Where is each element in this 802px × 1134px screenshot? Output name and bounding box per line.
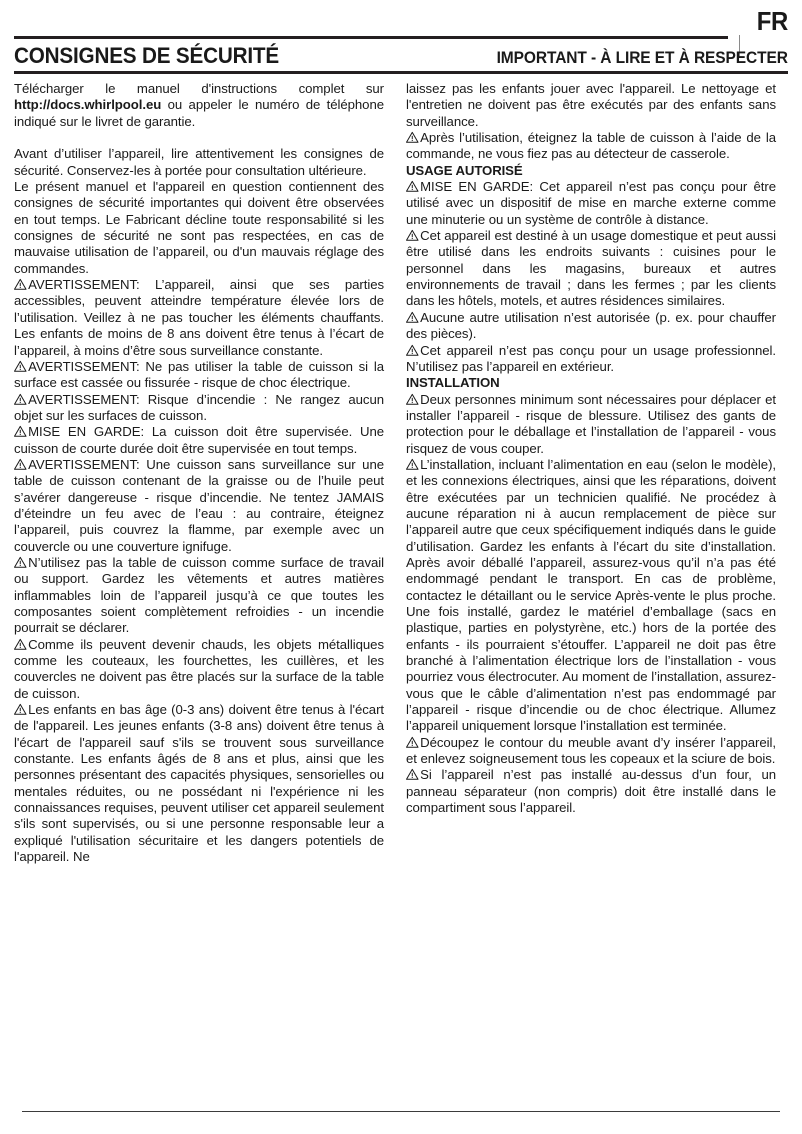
section-heading-label: USAGE AUTORISÉ [406,162,523,178]
paragraph-text: Aucune autre utilisation n’est autorisée (p. ex. pour chauffer des pièces). [406,309,776,342]
title-row [14,39,788,71]
manual-url[interactable]: http://docs.whirlpool.eu [14,97,162,113]
warning-triangle-icon [406,458,419,471]
paragraph-text: AVERTISSEMENT: L’appareil, ainsi que ses parties accessibles, peuvent atteindre température élevée lors de l’utilisation. Veillez à ne pas toucher les éléments chauffants. Les enfants de moins de 8 ans doivent être tenus à l’écart de l’appareil, à moins d’être sous surveillance constante. [14,277,384,358]
warning-triangle-icon [406,311,419,324]
safety-paragraph [406,343,776,376]
warning-triangle-icon [14,556,27,569]
paragraph-text: Cet appareil est destiné à un usage domestique et peut aussi être utilisé dans les endroits suivants : cuisines pour le personnel dans les magasins, bureaux et autres environnements de travail ; dans les fermes ; par les clients dans les hôtels, motels, et autres résidences similaires. [406,228,776,309]
intro-paragraph [14,81,384,130]
left-column [14,81,384,866]
paragraph-text: MISE EN GARDE: Cet appareil n’est pas conçu pour être utilisé avec un dispositif de mise en marche externe comme une minuterie ou un système de contrôle à distance. [406,179,776,227]
warning-triangle-icon [14,703,27,716]
footer-rule [22,1111,780,1112]
safety-paragraph [406,310,776,343]
safety-paragraph [406,457,776,735]
right-column [406,81,776,816]
warning-triangle-icon [406,768,419,781]
paragraph-text: Avant d’utiliser l’appareil, lire attentivement les consignes de sécurité. Conservez-les à portée pour consultation ultérieure. [14,146,384,178]
page-title: CONSIGNES DE SÉCURITÉ [14,43,279,68]
safety-paragraph [14,457,384,555]
safety-paragraph [14,555,384,637]
safety-paragraph [406,767,776,816]
warning-triangle-icon [14,278,27,291]
safety-paragraph [14,179,384,277]
warning-triangle-icon [406,393,419,406]
paragraph-text: Si l’appareil n’est pas installé au-dessus d’un four, un panneau séparateur (non compris) doit être installé dans le compartiment sous l’appareil. [406,767,776,816]
warning-triangle-icon [14,458,27,471]
paragraph-text: Après l’utilisation, éteignez la table de cuisson à l’aide de la commande, ne vous fiez pas au détecteur de casserole. [406,130,776,162]
safety-paragraph [14,277,384,359]
safety-paragraph [406,392,776,457]
paragraph-text: AVERTISSEMENT: Une cuisson sans surveillance sur une table de cuisson contenant de la graisse ou de l’huile peut s’avérer dangereuse - risque d’incendie. Ne tentez JAMAIS d’éteindre un feu avec de l’eau : au contraire, éteignez l’appareil, puis couvrez la flamme, par exemple avec un couvercle ou une couverture ignifuge. [14,456,384,554]
intro-prefix: Télécharger le manuel d'instructions complet sur [14,81,384,96]
safety-paragraph [406,130,776,163]
safety-paragraph [14,146,384,179]
paragraph-text: laissez pas les enfants jouer avec l'appareil. Le nettoyage et l'entretien ne doivent pas être exécutés par des enfants sans surveillance. [406,81,776,129]
warning-triangle-icon [14,638,27,651]
warning-triangle-icon [406,736,419,749]
two-column-body [14,81,788,866]
safety-paragraph [14,424,384,457]
warning-triangle-icon [406,229,419,242]
warning-triangle-icon [14,393,27,406]
warning-triangle-icon [406,344,419,357]
safety-paragraph [14,392,384,425]
warning-triangle-icon [406,180,419,193]
safety-paragraph [406,179,776,228]
paragraph-text: Découpez le contour du meuble avant d’y insérer l’appareil, et enlevez soigneusement tous les copeaux et la sciure de bois. [406,734,776,767]
paragraph-text: AVERTISSEMENT: Ne pas utiliser la table de cuisson si la surface est cassée ou fissurée - risque de choc électrique. [14,358,384,391]
header-bottom-rule [14,71,788,74]
paragraph-text: Comme ils peuvent devenir chauds, les objets métalliques comme les couteaux, les fourchettes, les cuillères, et les couvercles ne doivent pas être placés sur la surface de la table de cuisson. [14,636,384,701]
paragraph-text: Cet appareil n’est pas conçu pour un usage professionnel. N’utilisez pas l’appareil en extérieur. [406,342,776,374]
paragraph-text: AVERTISSEMENT: Risque d’incendie : Ne rangez aucun objet sur les surfaces de cuisson. [14,391,384,423]
safety-paragraph [406,81,776,130]
language-badge: FR [756,6,788,36]
section-heading [406,163,776,179]
section-heading [406,375,776,391]
safety-paragraph [14,702,384,865]
paragraph-text: L’installation, incluant l’alimentation en eau (selon le modèle), et les connexions électriques, ainsi que les réparations, doivent être exécutées par un technicien qualifié. Ne procédez à aucune réparation ni à aucun remplacement de pièce sur l’appareil autre que ceux spécifiquement indiqués dans le guide d’utilisation. Gardez les enfants à l’écart du site d’installation. Après avoir déballé l’appareil, assurez-vous qu’il n’a pas été endommagé pendant le transport. En cas de problème, contactez le détaillant ou le service Après-vente le plus proche. Une fois installé, gardez le matériel d’emballage (sacs en plastique, parties en polystyrène, etc.) hors de la portée des enfants - ils pourraient s’étouffer. L’appareil ne doit pas être branché à l’alimentation électrique lors de l’installation - vous pourriez vous électrocuter. Au moment de l’installation, assurez-vous que le câble d’alimentation n’est pas endommagé par l’appareil - risque d’incendie ou de choc électrique. Allumez l’appareil uniquement lorsque l’installation est terminée. [406,456,776,734]
warning-triangle-icon [14,360,27,373]
safety-paragraph [406,228,776,310]
warning-triangle-icon [406,131,419,144]
paragraph-text: Les enfants en bas âge (0-3 ans) doivent être tenus à l'écart de l'appareil. Les jeunes enfants (3-8 ans) doivent être tenus à l'écart de l'appareil sauf s'ils se trouvent sous surveillance constante. Les enfants âgés de 8 ans et plus, ainsi que les personnes présentant des capacités physiques, sensorielles ou mentales réduites, ou ne possédant ni l'expérience ni les connaissances requises, peuvent utiliser cet appareil seulement s'ils sont supervisés, ou si une personne responsable leur a expliqué l'utilisation sécuritaire et les dangers potentiels de l'appareil. Ne [14,702,384,865]
page-header [14,0,788,74]
paragraph-text: Deux personnes minimum sont nécessaires pour déplacer et installer l’appareil - risque de blessure. Utilisez des gants de protection pour le déballage et l’installation de l’appareil - vous risquez de vous couper. [406,391,776,456]
intro-suffix: ou appeler le numéro de téléphone indiqué sur le livret de garantie. [14,97,384,129]
warning-triangle-icon [14,425,27,438]
safety-paragraph [14,359,384,392]
paragraph-text: N’utilisez pas la table de cuisson comme surface de travail ou support. Gardez les vêtements et autres matières inflammables loin de l’appareil jusqu’à ce que toutes les composantes soient complètement refroidies - un incendie pourrait se déclarer. [14,554,384,636]
page-subtitle: IMPORTANT - À LIRE ET À RESPECTER [496,49,788,67]
paragraph-text: MISE EN GARDE: La cuisson doit être supervisée. Une cuisson de courte durée doit être supervisée en tout temps. [14,424,384,456]
header-top-rule [14,36,728,39]
paragraph-text: Le présent manuel et l'appareil en question contiennent des consignes de sécurité importantes qui doivent être observées en tout temps. Le Fabricant décline toute responsabilité si les consignes de sécurité ne sont pas respectées, en cas de mauvaise utilisation de l’appareil, ou d'un mauvais réglage des commandes. [14,179,384,276]
section-heading-label: INSTALLATION [406,375,500,391]
safety-paragraph [406,735,776,768]
safety-paragraph [14,637,384,702]
